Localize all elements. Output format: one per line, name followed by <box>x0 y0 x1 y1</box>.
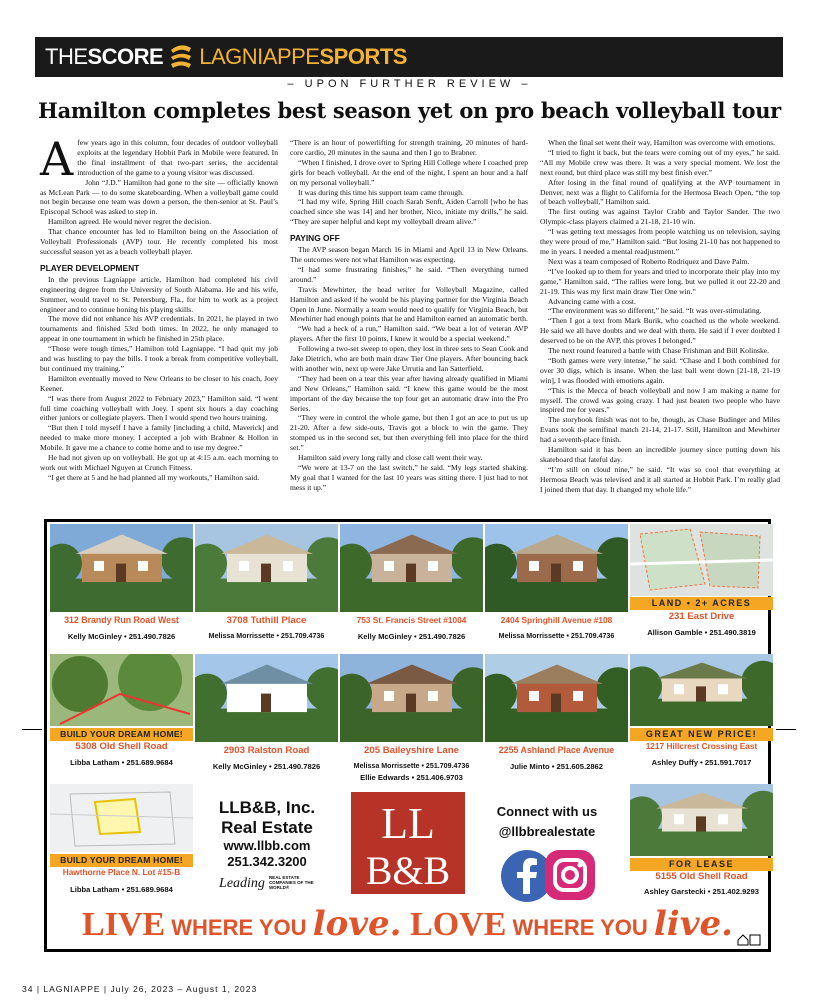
banner-the-score: THESCORE <box>45 44 164 69</box>
brand-website[interactable]: www.llbb.com <box>223 838 311 853</box>
listing-address[interactable]: 5155 Old Shell Road <box>655 871 748 882</box>
equal-housing-icon <box>737 934 761 946</box>
listing-photo[interactable] <box>340 654 483 742</box>
listing-tag: BUILD YOUR DREAM HOME! <box>50 854 193 867</box>
listing-tag: BUILD YOUR DREAM HOME! <box>50 728 193 741</box>
connect-text: Connect with us <box>496 804 598 819</box>
article-column-3 <box>540 138 780 495</box>
paragraph: “I was there from August 2022 to February 2023,” Hamilton said. “I went full time coaching volleyball with Joey. I spent six hours a day coaching either juniors or collegiate players. Then I would spend two hours training. <box>40 393 278 423</box>
logo-top-text: LL <box>381 799 435 848</box>
listing-agent-secondary: Ellie Edwards • 251.406.9703 <box>360 773 463 782</box>
listing-tag: LAND • 2+ ACRES <box>630 597 773 610</box>
listing-address[interactable]: 312 Brandy Run Road West <box>64 615 179 625</box>
listing-card[interactable] <box>50 654 193 780</box>
listing-card[interactable] <box>340 654 483 780</box>
listing-photo[interactable] <box>630 524 773 596</box>
paragraph: “We had a heck of a run,” Hamilton said. “We beat a lot of veteran AVP players. After the first 10 points, I knew it would be a special weekend.” <box>290 324 528 344</box>
paragraph: The AVP season began March 16 in Miami and April 13 in New Orleans. The outcomes were not what Hamilton was expecting. <box>290 245 528 264</box>
listing-address[interactable]: 1217 Hillcrest Crossing East <box>645 741 758 751</box>
paragraph: “This is the Mecca of beach volleyball and now I am making a name for myself. The crowd was going crazy. I had just beaten two people who have inspired me for years.” <box>540 385 780 415</box>
listing-card[interactable] <box>50 524 193 650</box>
social-handle[interactable]: @llbbrealestate <box>498 824 596 839</box>
real-estate-ad <box>44 519 771 952</box>
page-footer: 34 | LAGNIAPPE | July 26, 2023 – August 1, 2023 <box>22 984 258 994</box>
llbb-logo <box>351 792 465 894</box>
llbb-logo-mark <box>351 792 465 894</box>
listing-photo[interactable] <box>195 524 338 612</box>
paragraph: After losing in the final round of qualifying at the AVP tournament in Denver, next was a flight to California for the Hermosa Beach Open, “the top of beach volleyball,” Hamilton said. <box>540 177 780 207</box>
listing-agent: Melissa Morrissette • 251.709.4736 <box>208 632 325 640</box>
paragraph: few years ago in this column, four decades of outdoor volleyball exploits at the legendary Hobbit Park in Mobile were featured. In the final installment of that two-part series, the accidental introduction of the game to a young visitor was discussed. <box>77 138 278 177</box>
paragraph: “Those were tough times,” Hamilton told Lagniappe. “I had quit my job and was hustling to pay the bills. I took a break from competitive volleyball, but continued my training.” <box>40 344 278 373</box>
paragraph: The storybook finish was not to be, though, as Chase Budinger and Miles Evans took the semifinal match 21-14, 21-17. Still, Hamilton and Mewhirter had a seventh-place finish. <box>540 415 780 445</box>
listing-address[interactable]: 2903 Ralston Road <box>223 745 310 756</box>
cut-line-left <box>22 729 42 730</box>
listing-card[interactable] <box>630 654 773 780</box>
article-column-1 <box>40 132 278 483</box>
article-column-2 <box>290 138 528 493</box>
listing-agent: Melissa Morrissette • 251.709.4736 <box>353 762 470 770</box>
listing-photo[interactable] <box>485 654 628 742</box>
paragraph: “I had my wife, Spring Hill coach Sarah Senft, Aiden Carroll [who he has coached since she was 14] and her brother, Nico, initiate my drills,” he said. “They are super helpful and kept my volleyball dream alive.” <box>290 197 528 227</box>
listing-card[interactable] <box>630 524 773 650</box>
listing-card[interactable] <box>340 524 483 650</box>
section-banner <box>35 37 783 77</box>
listing-card[interactable] <box>485 654 628 780</box>
leading-logo: Leading <box>219 876 265 891</box>
paragraph: “Then I got a text from Mark Burik, who coached us the whole weekend. He said we all have doubts and we deal with them. He said if I ever doubted I deserved to be on the AVP, this proves I belonged.” <box>540 316 780 346</box>
leading-subtitle: REAL ESTATE COMPANIES OF THE WORLD® <box>268 875 314 891</box>
listing-address[interactable]: 753 St. Francis Street #1004 <box>356 615 467 625</box>
paragraph: “They were in control the whole game, but then I got an ace to put us up 21-20. After a few side-outs, Travis got a block to win the game. They stomped us in the second set, but then everything fell into place for the third set.” <box>290 413 528 453</box>
brand-block <box>197 798 337 892</box>
swirl-logo-icon <box>167 42 195 72</box>
listing-card[interactable] <box>195 654 338 780</box>
paragraph: Hamilton agreed. He would never regret the decision. <box>48 217 211 227</box>
paragraph: “The environment was so different,” he said. “It was over-stimulating. <box>548 306 762 316</box>
paragraph: Advancing came with a cost. <box>548 296 636 306</box>
paragraph: The next round featured a battle with Chase Frishman and Bill Kolinske. <box>548 346 770 356</box>
paragraph: The first outing was against Taylor Crabb and Taylor Sander. The two Olympic-class players claimed a 21-18, 21-10 win. <box>540 207 780 227</box>
listing-photo[interactable] <box>485 524 628 612</box>
cut-line-right <box>776 729 796 730</box>
paragraph: “When I finished, I drove over to Spring Hill College where I coached prep girls for beach volleyball. At the end of the night, I spent an hour and a half on my personal volleyball.” <box>290 157 528 187</box>
listing-agent: Kelly McGinley • 251.490.7826 <box>67 632 176 641</box>
listing-agent: Libba Latham • 251.689.9684 <box>70 885 173 894</box>
listing-address[interactable]: 2404 Springhill Avenue #108 <box>500 615 613 625</box>
paragraph: Hamilton eventually moved to New Orleans to be closer to his coach, Joey Keener. <box>40 373 278 393</box>
listing-agent: Kelly McGinley • 251.490.7826 <box>212 762 321 771</box>
paragraph: In the previous Lagniappe article, Hamilton had completed his civil engineering degree from the University of South Alabama. He and his wife, Summer, would travel to St. Petersburg, Fla., for him to work as a project engineer and to continue honing his playing skills. <box>40 274 278 314</box>
paragraph: It was during this time his support team came through. <box>298 187 464 197</box>
listing-photo[interactable] <box>50 654 193 726</box>
paragraph: “I had some frustrating finishes,” he said. “Then everything turned around.” <box>290 264 528 284</box>
listing-address[interactable]: 205 Baileyshire Lane <box>364 745 459 756</box>
listing-photo[interactable] <box>50 524 193 612</box>
listing-photo[interactable] <box>195 654 338 742</box>
brand-name: LLB&B, Inc. <box>218 798 316 817</box>
listing-address[interactable]: Hawthorne Place N. Lot #15-B <box>62 867 181 877</box>
paragraph: “I tried to fight it back, but the tears were coming out of my eyes,” he said. “All my Mobile crew was there. It was a very special moment. We lost the next round, but third place was still my best finish ever.” <box>540 147 780 177</box>
paragraph: “Both games were very intense,” he said. “Chase and I both combined for over 30 digs, which is insane. When the last ball went down [21-18, 21-19 win], I was flooded with emotions again. <box>540 355 780 385</box>
listing-tag: FOR LEASE <box>630 858 773 871</box>
logo-bottom-text: B&B <box>365 848 451 893</box>
listing-photo[interactable] <box>340 524 483 612</box>
listing-agent: Kelly McGinley • 251.490.7826 <box>357 632 466 641</box>
listing-address[interactable]: 5308 Old Shell Road <box>75 741 168 752</box>
paragraph: “We were at 13-7 on the last switch,” he said. “My legs started shaking. My goal that I wanted for the last 10 years was sitting there. I just had to not mess it up.” <box>290 463 528 492</box>
listing-address[interactable]: 231 East Drive <box>668 611 735 622</box>
paragraph: Hamilton said every long rally and close call went their way. <box>298 453 483 463</box>
brand-phone: 251.342.3200 <box>227 854 307 869</box>
kicker: – UPON FURTHER REVIEW – <box>287 78 532 90</box>
section-heading: PAYING OFF <box>290 233 340 244</box>
paragraph: “There is an hour of powerlifting for strength training, 20 minutes of hard-core cardio, 20 minutes in the sauna and then I go to Brabner. <box>290 138 528 157</box>
listing-card[interactable] <box>630 784 773 910</box>
drop-cap: A <box>40 132 74 186</box>
paragraph: That chance encounter has led to Hamilton being on the Association of Volleyball Professionals (AVP) tour. He recently completed his most successful season yet as a beach volleyball player. <box>40 227 278 256</box>
paragraph: Following a two-set sweep to open, they lost in three sets to Sean Cook and Jake Dietrich, who are both main draw Tier One players. After bouncing back with another win, next up were Jake Urrutia and Ian Satterfield. <box>290 344 528 373</box>
paragraph: John “J.D.” Hamilton had gone to the site — officially known as McLean Park — to do some skateboarding. When a volleyball game could not begin because one team was down a person, the then-senior at St. Paul’s Episcopal School was asked to step in. <box>40 177 278 217</box>
paragraph: Travis Mewhirter, the head writer for Volleyball Magazine, called Hamilton and asked if he would be his playing partner for the Virginia Beach Open in June. Normally a team would need to qualify for Virginia Beach, but Mewhirter had enough points that he and Hamilton earned an automatic berth. <box>290 284 528 324</box>
listing-agent: Ashley Duffy • 251.591.7017 <box>651 758 752 767</box>
listing-agent: Allison Gamble • 251.490.3819 <box>647 628 756 637</box>
section-heading: PLAYER DEVELOPMENT <box>40 262 140 273</box>
paragraph: He had not given up on volleyball. He got up at 4:15 a.m. each morning to work out with Michael Nguyen at Crunch Fitness. <box>40 453 278 472</box>
instagram-icon[interactable] <box>543 848 597 902</box>
headline: Hamilton completes best season yet on pro beach volleyball tour <box>38 98 781 123</box>
listing-photo[interactable] <box>630 654 773 726</box>
listing-address[interactable]: 2255 Ashland Place Avenue <box>498 745 615 755</box>
listing-agent: Melissa Morrissette • 251.709.4736 <box>498 632 615 640</box>
paragraph: “I get there at 5 and he had planned all my workouts,” Hamilton said. <box>48 472 260 482</box>
paragraph: The move did not enhance his AVP credentials. In 2021, he played in two tournaments and finished 53rd both times. In 2022, he only managed to appear in one tournament in which he finished in 25th place. <box>40 314 278 344</box>
listing-agent: Libba Latham • 251.689.9684 <box>70 758 173 767</box>
connect-block <box>477 802 617 904</box>
paragraph: “I’ve looked up to them for years and tried to incorporate their play into my game,” Hamilton said. “The rallies were long, but we pulled it out 22-20 and 21-19. This was my first main draw Tier One win.” <box>540 266 780 296</box>
paragraph: “They had been on a tear this year after having already qualified in Miami and New Orleans,” Hamilton said. “I knew this game would be the most important of the day because the top four get an automatic draw into the Pro Series. <box>290 373 528 413</box>
listing-tag: GREAT NEW PRICE! <box>630 728 773 741</box>
paragraph: “I was getting text messages from people watching us on television, saying they were proud of me,” Hamilton said. “But losing 21-10 has not happened to me in years. I needed a mental readjustment.” <box>540 227 780 256</box>
paragraph: When the final set went their way, Hamilton was overcome with emotions. <box>548 138 776 147</box>
listing-card[interactable] <box>50 784 193 910</box>
listing-card[interactable] <box>485 524 628 650</box>
listing-agent: Julie Minto • 251.605.2862 <box>510 762 603 771</box>
paragraph: Next was a team composed of Roberto Rodriquez and Dave Palm. <box>548 256 750 266</box>
listing-card[interactable] <box>195 524 338 650</box>
paragraph: “But then I told myself I have a family [including a child, Maverick] and needed to make more money. I accepted a job with Brabner & Hollon in Mobile. It gave me a chance to come home and to use my degree.” <box>40 423 278 453</box>
listing-address[interactable]: 3708 Tuthill Place <box>226 615 307 626</box>
paragraph: Hamilton said it has been an incredible journey since putting down his skateboard that fateful day. <box>540 445 780 464</box>
paragraph: “I’m still on cloud nine,” he said. “It was so cool that everything at Hermosa Beach was televised and it all started at Hobbit Park. I’m really glad I joined them that day. It changed my whole life.” <box>540 464 780 494</box>
listing-photo[interactable] <box>630 784 773 856</box>
banner-lagniappe-sports: LAGNIAPPESPORTS <box>199 44 407 69</box>
listing-agent: Ashley Garstecki • 251.402.9293 <box>644 887 759 896</box>
brand-subname: Real Estate <box>221 818 313 837</box>
listing-photo[interactable] <box>50 784 193 852</box>
slogan: LIVE WHERE YOU love. LOVE WHERE YOU live. <box>82 904 733 944</box>
